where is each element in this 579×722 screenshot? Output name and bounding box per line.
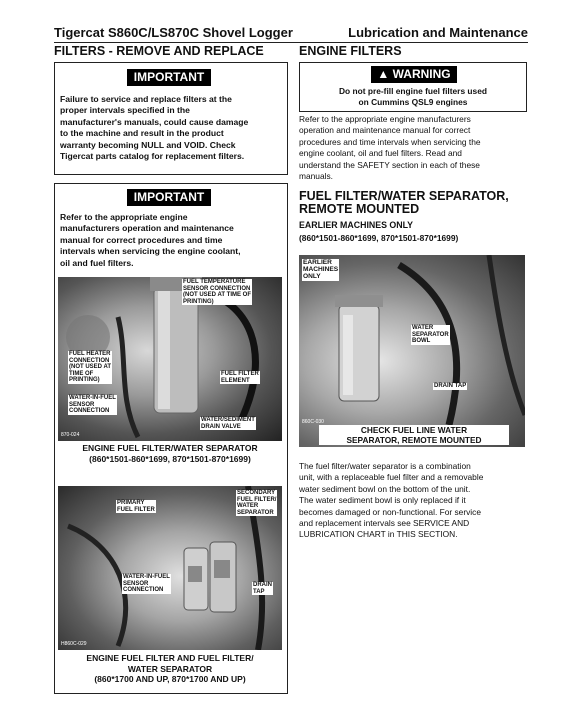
label-drain-tap: DRAIN TAP [253, 582, 272, 595]
label-drain-valve: WATER/SEDIMENT DRAIN VALVE [201, 417, 255, 430]
dual-filter-photo [58, 486, 282, 650]
fuel-filter-photo [58, 277, 282, 441]
warning-triangle-icon: ▲ [377, 67, 390, 81]
label-temp-sensor: FUEL TEMPERATURE SENSOR CONNECTION (NOT USED AT TIME OF PRINTING) [183, 279, 251, 305]
header-right-title: Lubrication and Maintenance [348, 25, 528, 40]
label-primary-filter: PRIMARY FUEL FILTER [117, 500, 155, 513]
important-2-text: Refer to the appropriate engine manufacturers operation and maintenance manual for correct procedures and time intervals when servicing the engine coolant, oil and fuel filters. [60, 212, 241, 268]
header-left-title: Tigercat S860C/LS870C Shovel Logger [54, 25, 293, 40]
label-earlier-machines: EARLIER MACHINES ONLY [303, 259, 339, 281]
warning-box [299, 62, 527, 112]
intro-paragraph: Refer to the appropriate engine manufacturers operation and maintenance manual for correct procedures and time intervals when servicing the engine coolant, oil and fuel filters. Read and understand the SAFETY section in each of these manuals. [299, 114, 481, 182]
label-drain-tap: DRAIN TAP [434, 383, 467, 389]
label-water-in-fuel: WATER-IN-FUEL SENSOR CONNECTION [69, 395, 116, 415]
photo-1-caption: ENGINE FUEL FILTER/WATER SEPARATOR (860*1501-860*1699, 870*1501-870*1699) [82, 443, 258, 464]
important-box-1 [54, 62, 288, 175]
warning-text: Do not pre-fill engine fuel filters used on Cummins QSL9 engines [339, 86, 487, 107]
page-header [54, 24, 528, 43]
important-badge: IMPORTANT [127, 69, 211, 86]
subsection-title: FUEL FILTER/WATER SEPARATOR, REMOTE MOUNTED [299, 189, 509, 216]
remote-separator-photo [299, 255, 525, 447]
photo-code: 870-024 [61, 432, 80, 438]
right-section-title: ENGINE FILTERS [299, 44, 402, 58]
photo-2-caption: ENGINE FUEL FILTER AND FUEL FILTER/ WATER SEPARATOR (860*1700 AND UP, 870*1700 AND UP) [86, 653, 254, 684]
important-1-text: Failure to service and replace filters at the proper intervals specified in the manufacturer's manuals, could cause damage to the machine and result in the product warranty becoming NULL and VOID. Check Tigercat parts catalog for replacement filters. [60, 94, 249, 162]
label-fuel-filter-element: FUEL FILTER ELEMENT [221, 371, 259, 384]
important-badge: IMPORTANT [127, 189, 211, 206]
label-water-in-fuel: WATER-IN-FUEL SENSOR CONNECTION [123, 574, 170, 594]
engine-photo-graphic [299, 255, 525, 447]
left-section-title: FILTERS - REMOVE AND REPLACE [54, 44, 264, 58]
body-paragraph: The fuel filter/water separator is a combination unit, with a replaceable fuel filter and a removable water sediment bowl on the bottom of the unit. The water sediment bowl is only replaced if it becomes damaged or non-functional. For service and replacement intervals see SERVICE AND LUBRICATION CHART in THIS SECTION. [299, 461, 484, 540]
earlier-title: EARLIER MACHINES ONLY [299, 220, 414, 230]
earlier-range: (860*1501-860*1699, 870*1501-870*1699) [299, 233, 459, 243]
label-separator-bowl: WATER SEPARATOR BOWL [412, 325, 449, 345]
label-secondary-filter: SECONDARY FUEL FILTER/ WATER SEPARATOR [237, 490, 277, 516]
photo-code: H860C-029 [61, 641, 87, 647]
important-box-2 [54, 183, 288, 694]
label-fuel-heater: FUEL HEATER CONNECTION (NOT USED AT TIME OF PRINTING) [69, 351, 111, 384]
photo-code: 860C-030 [302, 419, 324, 425]
photo-3-caption: CHECK FUEL LINE WATER SEPARATOR, REMOTE MOUNTED [319, 425, 509, 445]
warning-badge: ▲ WARNING [371, 66, 457, 83]
